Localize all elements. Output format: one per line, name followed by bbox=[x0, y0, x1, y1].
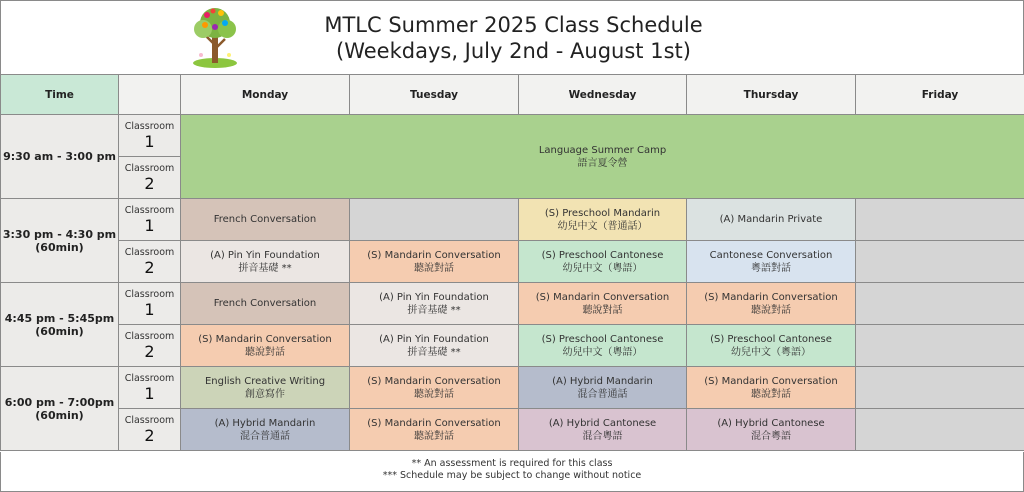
class-cell bbox=[181, 241, 350, 283]
class-name: (A) Mandarin Private bbox=[719, 214, 823, 225]
day-header-tuesday: Tuesday bbox=[350, 75, 519, 115]
classroom-number: 1 bbox=[144, 300, 155, 319]
classroom-label: Classroom bbox=[124, 331, 175, 342]
class-cell bbox=[350, 409, 519, 451]
class-name: (S) Mandarin Conversation bbox=[367, 417, 501, 429]
day-header-thursday: Thursday bbox=[687, 75, 856, 115]
class-cell bbox=[519, 283, 687, 325]
time-label: 3:30 pm - 4:30 pm bbox=[2, 227, 117, 241]
class-name: (A) Pin Yin Foundation bbox=[379, 333, 489, 345]
class-cell bbox=[181, 283, 350, 325]
classroom-1 bbox=[119, 283, 181, 325]
class-cell bbox=[350, 367, 519, 409]
camp-name: Language Summer Camp bbox=[538, 144, 667, 156]
class-name-zh: 幼兒中文（粵語） bbox=[562, 346, 643, 358]
class-cell bbox=[687, 409, 856, 451]
class-cell bbox=[687, 283, 856, 325]
room-header bbox=[119, 75, 181, 115]
header bbox=[0, 0, 1024, 74]
friday-cell bbox=[856, 199, 1024, 241]
class-name-zh: 混合粵語 bbox=[582, 430, 623, 442]
class-name-zh: 幼兒中文（粵語） bbox=[731, 346, 811, 358]
classroom-label: Classroom bbox=[124, 415, 175, 426]
classroom-label: Classroom bbox=[124, 373, 175, 384]
classroom-2 bbox=[119, 409, 181, 451]
classroom-label: Classroom bbox=[124, 121, 175, 132]
class-cell bbox=[519, 367, 687, 409]
schedule-table bbox=[0, 74, 1024, 451]
class-name-zh: 聽說對話 bbox=[414, 262, 454, 274]
footer-notes bbox=[0, 452, 1024, 492]
classroom-label: Classroom bbox=[124, 289, 175, 300]
time-header: Time bbox=[1, 75, 119, 115]
table-row bbox=[1, 199, 1024, 241]
assessment-note: ** An assessment is required for this class bbox=[411, 458, 613, 469]
class-name: (S) Mandarin Conversation bbox=[704, 375, 838, 387]
class-cell bbox=[687, 367, 856, 409]
class-name: (S) Mandarin Conversation bbox=[535, 291, 670, 303]
page-title bbox=[301, 12, 726, 64]
class-name-zh: 幼兒中文（粵語） bbox=[562, 262, 643, 274]
class-name: (A) Pin Yin Foundation bbox=[379, 291, 489, 303]
time-slot-4 bbox=[1, 367, 119, 451]
class-name: (A) Pin Yin Foundation bbox=[210, 249, 320, 261]
class-cell bbox=[181, 325, 350, 367]
class-name-zh: 拼音基礎 ** bbox=[407, 304, 461, 316]
classroom-2 bbox=[119, 157, 181, 199]
class-cell bbox=[687, 241, 856, 283]
class-name-zh: 混合普通話 bbox=[240, 430, 290, 442]
class-name-zh: 聽說對話 bbox=[751, 388, 791, 400]
class-name-zh: 聽說對話 bbox=[414, 430, 454, 442]
class-cell bbox=[350, 283, 519, 325]
class-name: (S) Mandarin Conversation bbox=[367, 375, 501, 387]
class-cell bbox=[519, 409, 687, 451]
classroom-number: 2 bbox=[144, 342, 155, 361]
table-row bbox=[1, 367, 1024, 409]
class-name: (A) Hybrid Mandarin bbox=[214, 417, 316, 429]
friday-cell bbox=[856, 283, 1024, 325]
class-name: (S) Mandarin Conversation bbox=[198, 333, 332, 345]
friday-cell bbox=[856, 241, 1024, 283]
table-row bbox=[1, 325, 1024, 367]
day-header-wednesday: Wednesday bbox=[519, 75, 687, 115]
day-header-monday: Monday bbox=[181, 75, 350, 115]
class-cell bbox=[181, 409, 350, 451]
class-name: (A) Hybrid Mandarin bbox=[552, 375, 653, 387]
title-line-2: (Weekdays, July 2nd - August 1st) bbox=[336, 39, 691, 63]
time-slot-3 bbox=[1, 283, 119, 367]
duration-label: (60min) bbox=[35, 324, 84, 338]
class-name-zh: 拼音基礎 ** bbox=[238, 262, 292, 274]
class-name-zh: 聽說對話 bbox=[245, 346, 285, 358]
table-row bbox=[1, 241, 1024, 283]
duration-label: (60min) bbox=[35, 408, 84, 422]
classroom-number: 2 bbox=[144, 426, 155, 445]
time-label: 6:00 pm - 7:00pm bbox=[4, 395, 115, 409]
classroom-number: 1 bbox=[144, 384, 155, 403]
classroom-2 bbox=[119, 325, 181, 367]
schedule-change-note: *** Schedule may be subject to change without notice bbox=[382, 470, 642, 481]
friday-cell bbox=[856, 325, 1024, 367]
class-cell bbox=[519, 325, 687, 367]
tree-logo-icon bbox=[191, 5, 239, 69]
class-name: (S) Preschool Cantonese bbox=[541, 333, 664, 345]
classroom-number: 2 bbox=[144, 258, 155, 277]
class-name-zh: 混合普通話 bbox=[577, 388, 628, 400]
title-line-1: MTLC Summer 2025 Class Schedule bbox=[324, 13, 703, 37]
class-name-zh: 聽說對話 bbox=[582, 304, 623, 316]
class-name: English Creative Writing bbox=[204, 375, 326, 387]
camp-name-zh: 語言夏令營 bbox=[577, 157, 628, 169]
class-name: (A) Hybrid Cantonese bbox=[717, 417, 825, 429]
header-row bbox=[1, 75, 1024, 115]
friday-cell bbox=[856, 367, 1024, 409]
class-name: French Conversation bbox=[213, 298, 317, 309]
empty-cell bbox=[350, 199, 519, 241]
time-label: 9:30 am - 3:00 pm bbox=[3, 150, 116, 163]
class-name: (S) Preschool Cantonese bbox=[710, 333, 832, 345]
classroom-number: 1 bbox=[144, 132, 155, 151]
day-header-friday: Friday bbox=[856, 75, 1024, 115]
classroom-number: 1 bbox=[144, 216, 155, 235]
class-cell bbox=[181, 367, 350, 409]
table-row bbox=[1, 115, 1024, 157]
classroom-label: Classroom bbox=[124, 247, 175, 258]
class-cell bbox=[519, 241, 687, 283]
class-name-zh: 粵語對話 bbox=[751, 262, 791, 274]
class-cell bbox=[687, 325, 856, 367]
class-name: (S) Preschool Mandarin bbox=[544, 207, 661, 219]
time-slot-1 bbox=[1, 115, 119, 199]
class-cell bbox=[181, 199, 350, 241]
classroom-label: Classroom bbox=[124, 163, 175, 174]
time-label: 4:45 pm - 5:45pm bbox=[4, 311, 115, 325]
class-cell bbox=[519, 199, 687, 241]
class-name-zh: 聽說對話 bbox=[414, 388, 454, 400]
class-cell bbox=[687, 199, 856, 241]
class-name: (S) Mandarin Conversation bbox=[704, 291, 838, 303]
class-name: (S) Preschool Cantonese bbox=[541, 249, 664, 261]
class-cell bbox=[350, 241, 519, 283]
classroom-1 bbox=[119, 367, 181, 409]
classroom-number: 2 bbox=[144, 174, 155, 193]
class-cell bbox=[350, 325, 519, 367]
table-row bbox=[1, 409, 1024, 451]
classroom-1 bbox=[119, 115, 181, 157]
classroom-2 bbox=[119, 241, 181, 283]
friday-cell bbox=[856, 409, 1024, 451]
class-name: (A) Hybrid Cantonese bbox=[548, 417, 657, 429]
duration-label: (60min) bbox=[35, 240, 84, 254]
class-name: Cantonese Conversation bbox=[709, 249, 833, 261]
class-name-zh: 混合粵語 bbox=[751, 430, 791, 442]
class-name-zh: 聽說對話 bbox=[751, 304, 791, 316]
class-name-zh: 創意寫作 bbox=[245, 388, 285, 400]
class-name-zh: 拼音基礎 ** bbox=[407, 346, 461, 358]
class-name: (S) Mandarin Conversation bbox=[367, 249, 501, 261]
class-name: French Conversation bbox=[213, 214, 317, 225]
camp-cell bbox=[181, 115, 1024, 199]
time-slot-2 bbox=[1, 199, 119, 283]
table-row bbox=[1, 283, 1024, 325]
classroom-label: Classroom bbox=[124, 205, 175, 216]
class-name-zh: 幼兒中文（普通話） bbox=[557, 220, 648, 232]
classroom-1 bbox=[119, 199, 181, 241]
